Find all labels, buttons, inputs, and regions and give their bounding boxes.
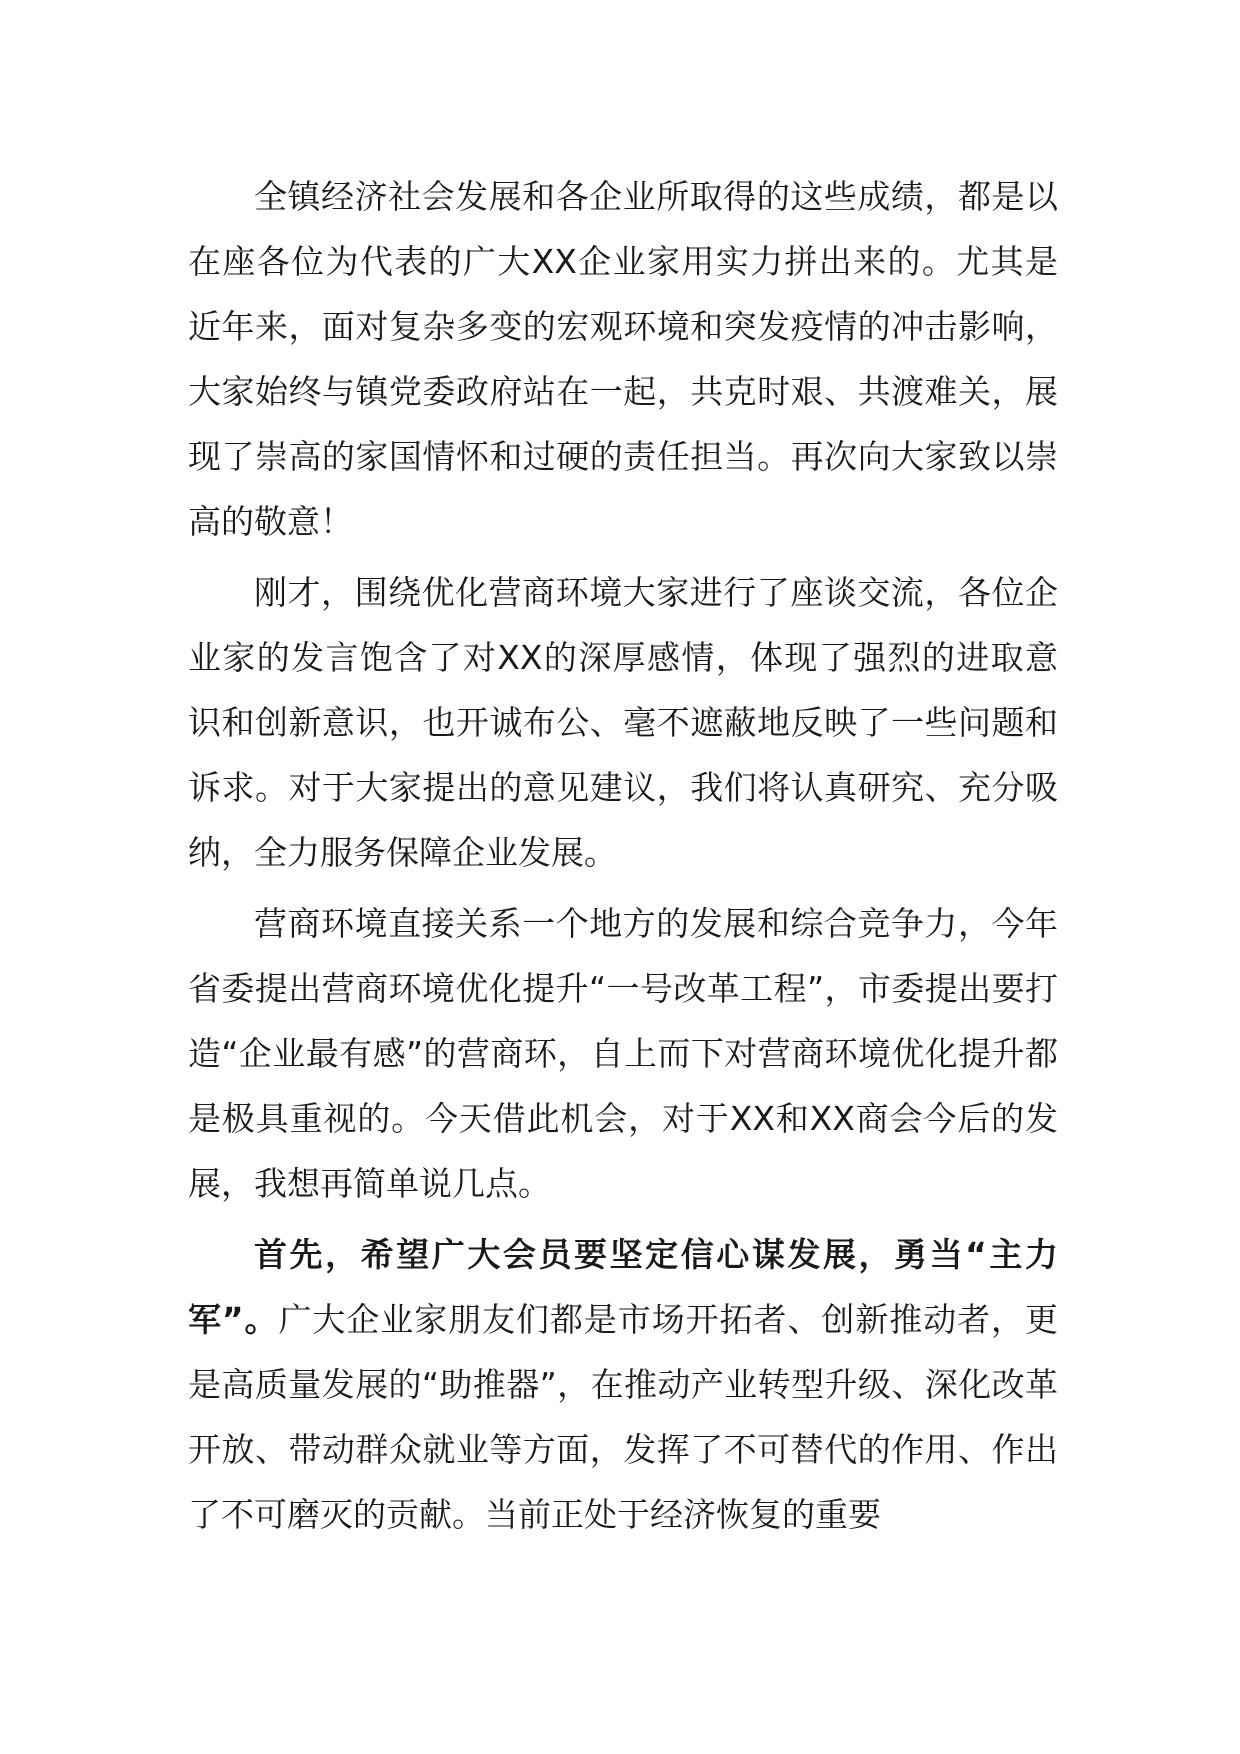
paragraph-discussion: 刚才，围绕优化营商环境大家进行了座谈交流，各位企业家的发言饱含了对XX的深厚感情，体现了强烈的进取意识和创新意识，也开诚布公、毫不遮蔽地反映了一些问题和诉求。对于大家提出的意见建议，我们将认真研究、充分吸纳，全力服务保障企业发展。	[188, 573, 1058, 872]
paragraph-business-environment: 营商环境直接关系一个地方的发展和综合竞争力，今年省委提出营商环境优化提升“一号改革工程”，市委提出要打造“企业最有感”的营商环，自上而下对营商环境优化提升都是极具重视的。今天借此机会，对于XX和XX商会今后的发展，我想再简单说几点。	[188, 904, 1058, 1203]
first-point-heading: 首先，希望广大会员要坚定信心谋发展，勇当“主力军”。	[188, 1235, 1058, 1339]
first-point-body: 广大企业家朋友们都是市场开拓者、创新推动者，更是高质量发展的“助推器”，在推动产业转型升级、深化改革开放、带动群众就业等方面，发挥了不可替代的作用、作出了不可磨灭的贡献。当前正处于经济恢复的重要	[188, 1300, 1058, 1534]
paragraph-first-point	[188, 1222, 1058, 1547]
document-body	[188, 164, 1058, 1547]
paragraph-achievements: 全镇经济社会发展和各企业所取得的这些成绩，都是以在座各位为代表的广大XX企业家用实力拼出来的。尤其是近年来，面对复杂多变的宏观环境和突发疫情的冲击影响，大家始终与镇党委政府站在一起，共克时艰、共渡难关，展现了崇高的家国情怀和过硬的责任担当。再次向大家致以崇高的敬意！	[188, 177, 1058, 541]
